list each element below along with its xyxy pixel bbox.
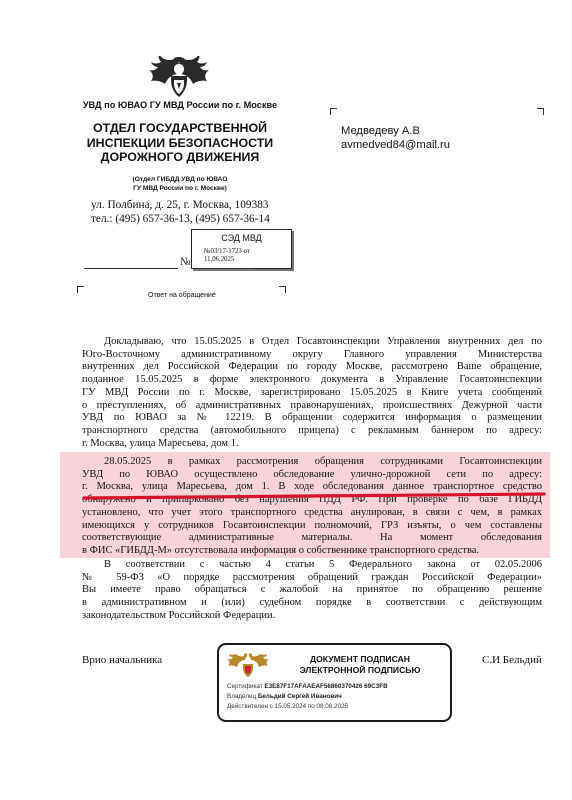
- text-line: в ФИС «ГИБДД-М» отсутствовала информация о собственнике транспортного средства.: [82, 544, 480, 556]
- sub-org-line-1: (Отдел ГИБДД УВД по ЮВАО: [132, 176, 228, 183]
- sed-title: СЭД МВД: [221, 233, 262, 243]
- stamp-line-1: ДОКУМЕНТ ПОДПИСАН: [310, 654, 410, 664]
- text-line: Докладываю, что 15.05.2025 в Отдел Госавтоинспекции Управления внутренних дел по: [104, 336, 542, 347]
- bracket-corner: [330, 108, 337, 115]
- text-line: соответствующие административные материалы. На момент обследования: [82, 532, 542, 544]
- text-line: Вы имеете право обращаться с жалобой на принятое по обращению решение: [82, 584, 542, 596]
- text-line: транспортного средства (автомобильного прицепа) с рекламным баннером по адресу:: [82, 424, 542, 436]
- text-line: установлено, что учет этого транспортного средства анулирован, в связи с чем, в рамках: [82, 506, 542, 518]
- validity-row: Действителен с 15.05.2024 по 08.08.2025: [227, 703, 349, 710]
- address-block: [91, 199, 270, 226]
- recipient-name: Медведеву А.В: [341, 125, 420, 137]
- cert-label: Сертификат: [227, 683, 263, 690]
- department-line-3: ДОРОЖНОГО ДВИЖЕНИЯ: [100, 150, 260, 164]
- text-line: законодательством Российской Федерации.: [82, 609, 276, 621]
- text-line: № 59-ФЗ «О порядке рассмотрения обращений граждан Российской Федерации»: [82, 571, 542, 583]
- date-line: [84, 268, 178, 269]
- reply-to-label: Ответ на обращение: [148, 292, 216, 299]
- paragraph-3: [82, 559, 542, 623]
- registration-number: [204, 248, 250, 264]
- number-line: [191, 268, 253, 269]
- street-address: ул. Полбина, д. 25, г. Москва, 109383: [91, 199, 269, 211]
- paragraph-2: [82, 456, 542, 558]
- text-line: обнаружено и припарковано без нарушения ПДД РФ. При проверке по базе ГИБДД: [82, 494, 542, 506]
- reg-number: №03/17-1723 от: [204, 248, 250, 255]
- text-line: внутренних дел Российской Федерации по городу Москве, рассмотрено Ваше обращение,: [82, 361, 542, 373]
- certificate-row: [227, 683, 388, 690]
- owner-value: Бельдий Сергей Иванович: [257, 693, 342, 700]
- organization-line: УВД по ЮВАО ГУ МВД России по г. Москве: [82, 100, 278, 110]
- recipient-block: [341, 124, 450, 152]
- bracket-corner: [279, 286, 286, 293]
- registration-stamp: [191, 229, 292, 269]
- text-line: УВД по ЮВАО осуществлено обследование улично-дорожной сети по адресу:: [82, 468, 542, 480]
- text-line: 28.05.2025 в рамках рассмотрения обращения сотрудниками Госавтоинспекции: [104, 456, 542, 467]
- owner-row: [227, 693, 342, 700]
- red-underline-mark: [82, 491, 546, 501]
- text-line: УВД по ЮВАО за № 12219. В обращении содержится информация о размещении: [82, 412, 542, 424]
- owner-label: Владелец: [227, 693, 257, 700]
- text-line: ГУ МВД России по г. Москве, зарегистрировано 15.05.2025 в Книге учета сообщений: [82, 386, 542, 398]
- text-line: имеющихся у сотрудников Госавтоинспекции полномочий, ГРЗ изъяты, о чем составлены: [82, 519, 542, 531]
- text-line: г. Москва, улица Маресьева, дом 1.: [82, 437, 239, 449]
- text-line: Юго-Восточному административному округу Главного управления Министерства: [82, 348, 542, 360]
- sub-org-line-2: ГУ МВД России по г. Москве): [133, 185, 227, 192]
- stamp-line-2: ЭЛЕКТРОННОЙ ПОДПИСЬЮ: [299, 664, 421, 675]
- eagle-emblem-icon: [227, 653, 269, 679]
- recipient-email[interactable]: avmedved84@mail.ru: [341, 139, 450, 151]
- paragraph-1: [82, 336, 542, 450]
- stamp-heading: [277, 654, 443, 675]
- reg-date: 11.06.2025: [204, 256, 235, 263]
- sub-organization: [110, 175, 250, 193]
- bracket-corner: [537, 108, 544, 115]
- signer-name: С.И Бельдий: [482, 654, 542, 666]
- text-line: г. Москва, улица Маресьева, дом 1. В ходе обследования данное транспортное средство: [82, 481, 542, 493]
- phone-numbers: тел.: (495) 657-36-13, (495) 657-36-14: [91, 212, 270, 225]
- mvd-eagle-emblem-icon: [133, 56, 225, 102]
- electronic-signature-stamp: [217, 643, 452, 722]
- text-line: поданное 15.05.2025 в форме электронного документа в Управление Госавтоинспекции: [82, 374, 542, 386]
- cert-value: E3E87F17AFAAEAF56860370426 69C3FB: [264, 683, 388, 690]
- text-line: в административном и (или) судебном порядке в соответствии с действующим: [82, 597, 542, 609]
- department-title: [75, 121, 285, 165]
- signer-title: Врио начальника: [82, 654, 163, 666]
- department-line-1: ОТДЕЛ ГОСУДАРСТВЕННОЙ: [92, 121, 268, 135]
- number-mark: №: [180, 256, 191, 268]
- text-line: о преступлениях, об административных правонарушениях, происшествиях Дежурной части: [82, 399, 542, 411]
- text-line: В соответствии с частью 4 статьи 5 Федерального закона от 02.05.2006: [104, 559, 542, 570]
- bracket-corner: [77, 286, 84, 293]
- department-line-2: ИНСПЕКЦИИ БЕЗОПАСНОСТИ: [86, 135, 274, 150]
